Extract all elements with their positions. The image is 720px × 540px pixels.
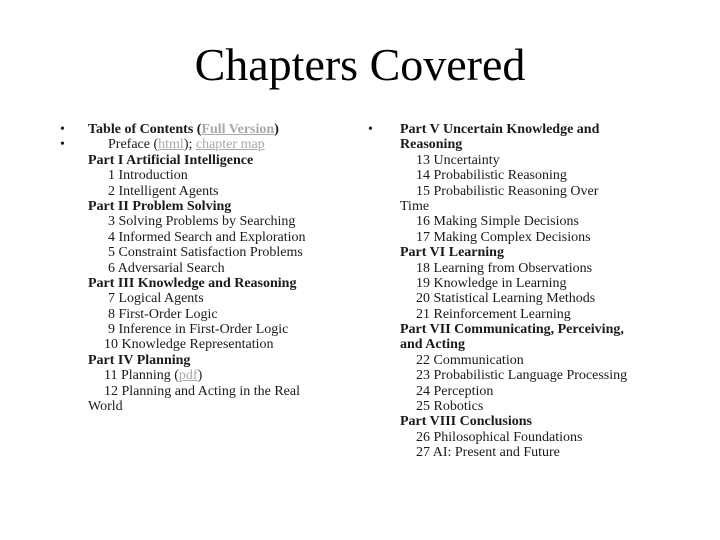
chapter-item: 13 Uncertainty <box>416 152 500 168</box>
bullet: • <box>368 122 373 137</box>
part-title: Part IV Planning <box>88 352 191 368</box>
bullet: • <box>60 137 65 153</box>
part-title: Part VIII Conclusions <box>400 414 532 430</box>
chapter-item: 8 First-Order Logic <box>108 306 218 322</box>
chapter-item: 18 Learning from Observations <box>416 260 593 276</box>
part-title-wrap: Reasoning <box>400 137 463 153</box>
chapter-map-link[interactable]: chapter map <box>195 137 265 153</box>
toc-entry: Table of Contents (Full Version) <box>88 122 279 137</box>
chapter-item: 7 Logical Agents <box>108 291 204 307</box>
chapter-item: 23 Probabilistic Language Processing <box>416 368 628 384</box>
chapter-item: 6 Adversarial Search <box>108 260 225 276</box>
chapter-item: 1 Introduction <box>108 168 188 184</box>
part-title: Part III Knowledge and Reasoning <box>88 275 297 291</box>
chapter-item: 12 Planning and Acting in the Real <box>104 383 300 399</box>
full-version-link[interactable]: Full Version <box>201 122 275 137</box>
chapter-item: 21 Reinforcement Learning <box>416 306 571 322</box>
chapter-item: 17 Making Complex Decisions <box>416 229 591 245</box>
chapter-item: 16 Making Simple Decisions <box>416 214 579 230</box>
chapter-item-wrap: Time <box>400 198 430 214</box>
chapter-item: 24 Perception <box>416 383 494 399</box>
preface-entry: Preface (html); chapter map <box>108 137 265 153</box>
chapter-item: 4 Informed Search and Exploration <box>108 229 306 245</box>
part-title-wrap: and Acting <box>400 337 465 353</box>
planning-pdf-link[interactable]: pdf <box>178 368 198 384</box>
chapter-item: 26 Philosophical Foundations <box>416 429 583 445</box>
chapter-item-wrap: World <box>88 399 123 415</box>
chapter-item: 10 Knowledge Representation <box>104 337 274 353</box>
chapter-item: 25 Robotics <box>416 399 484 415</box>
part-title: Part V Uncertain Knowledge and <box>400 122 600 137</box>
chapter-item: 5 Constraint Satisfaction Problems <box>108 245 303 261</box>
chapter-item: 27 AI: Present and Future <box>416 445 560 461</box>
chapter-item: 22 Communication <box>416 352 524 368</box>
right-column <box>368 122 668 461</box>
part-title: Part I Artificial Intelligence <box>88 152 254 168</box>
chapter-item: 15 Probabilistic Reasoning Over <box>416 183 599 199</box>
chapter-item: 2 Intelligent Agents <box>108 183 219 199</box>
left-column <box>60 122 350 414</box>
chapter-item: 9 Inference in First-Order Logic <box>108 322 289 338</box>
chapter-item: 19 Knowledge in Learning <box>416 275 567 291</box>
preface-html-link[interactable]: html <box>158 137 184 153</box>
chapter-item: 3 Solving Problems by Searching <box>108 214 296 230</box>
part-title: Part II Problem Solving <box>88 198 232 214</box>
part-title: Part VI Learning <box>400 245 504 261</box>
slide-title: Chapters Covered <box>194 39 526 90</box>
part-title: Part VII Communicating, Perceiving, <box>400 322 624 338</box>
chapter-item: 14 Probabilistic Reasoning <box>416 168 567 184</box>
bullet: • <box>60 122 65 137</box>
chapter-item: 20 Statistical Learning Methods <box>416 291 596 307</box>
chapter-item: 11 Planning (pdf) <box>104 368 203 384</box>
